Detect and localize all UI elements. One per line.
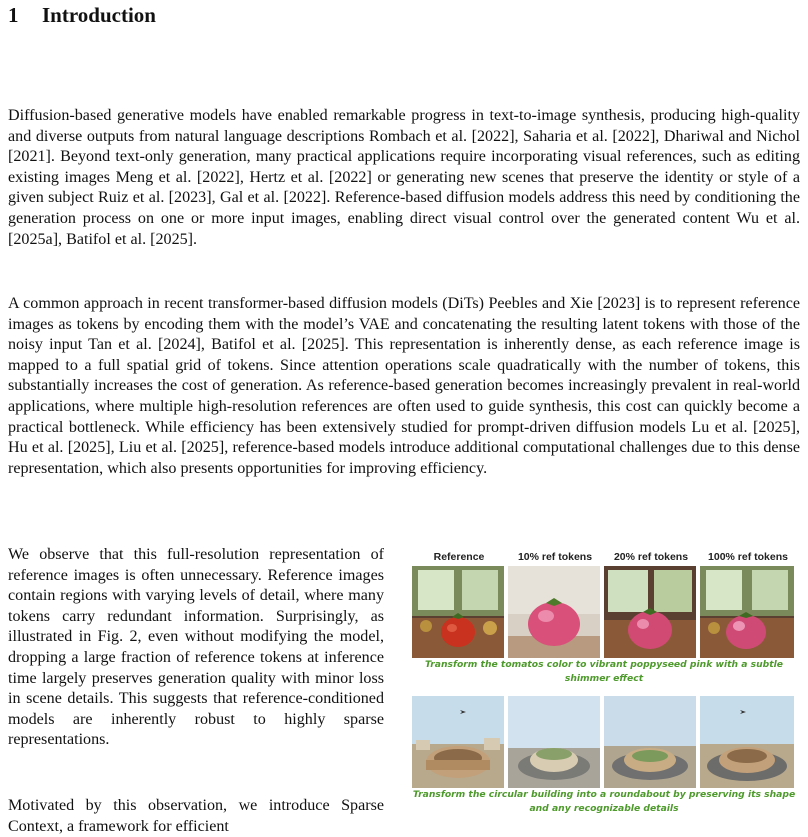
tomato-10-percent-image [508,566,600,658]
paragraph-4: Motivated by this observation, we introduce Sparse Context, a framework for efficient [8,797,384,835]
figure-caption-row-1: Transform the tomatos color to vibrant poppyseed pink with a subtle shimmer effect [424,659,784,684]
tomato-20-percent-image [604,566,696,658]
paragraph-1: Diffusion-based generative models have enabled remarkable progress in text-to-image synthesis, producing high-quality and diverse outputs from natural language descriptions Rombach et al. [2022], Saharia et al. [2022], Dhariwal and Nichol [2021]. Beyond text-only generation, many practical applications require incorporating visual references, such as editing existing images Meng et al. [2022], Hertz et al. [2022] or generating new scenes that preserve the identity or style of a given subject Ruiz et al. [2023], Gal et al. [2022]. Reference-based diffusion models address this need by conditioning the generation process on one or more input images, enabling direct visual control over the generated content Wu et al. [2025a], Batifol et al. [2025]. [8,107,800,248]
paragraph-3: We observe that this full-resolution representation of reference images is often unnecessary. Reference images contain regions with varying levels of detail, where many tokens carry redundant information. Surprisingly, as illustrated in Fig. 2, even without modifying the model, dropping a large fraction of reference tokens at inference time largely preserves generation quality with minor loss in scene details. This suggests that reference-conditioned models are inherently robust to highly sparse representations. [8,546,384,749]
column-header-reference: Reference [433,551,485,563]
figure-2 [412,548,796,820]
column-header-100-percent: 100% ref tokens [708,551,788,563]
paragraph-2: A common approach in recent transformer-based diffusion models (DiTs) Peebles and Xie [2023] is to represent reference images as tokens by encoding them with the model’s VAE and concatenating the resulting latent tokens with those of the noisy input Tan et al. [2024], Batifol et al. [2025]. This representation is inherently dense, as each reference image is mapped to a full spatial grid of tokens. Since attention operations scale quadratically with the number of tokens, this substantially increases the cost of generation. As reference-based generation becomes increasingly prevalent in real-world applications, where multiple high-resolution references are often used to guide synthesis, this cost can quickly become a practical bottleneck. While efficiency has been extensively studied for prompt-driven diffusion models Lu et al. [2025], Hu et al. [2025], Liu et al. [2025], reference-based models introduce additional computational challenges due to this dense representation, which also presents opportunities for improving efficiency. [8,295,800,477]
section-number: 1 [8,3,19,27]
roundabout-20-percent-image [604,696,696,788]
figure-caption-row-2: Transform the circular building into a roundabout by preserving its shape and any recognizable details [412,789,796,814]
colosseum-reference-image [412,696,504,788]
column-header-20-percent: 20% ref tokens [613,551,689,563]
column-header-10-percent: 10% ref tokens [517,551,593,563]
roundabout-10-percent-image [508,696,600,788]
section-title: Introduction [42,3,156,27]
tomato-100-percent-image [700,566,794,658]
section-heading [8,1,156,29]
tomato-reference-image [412,566,504,658]
roundabout-100-percent-image [700,696,794,788]
